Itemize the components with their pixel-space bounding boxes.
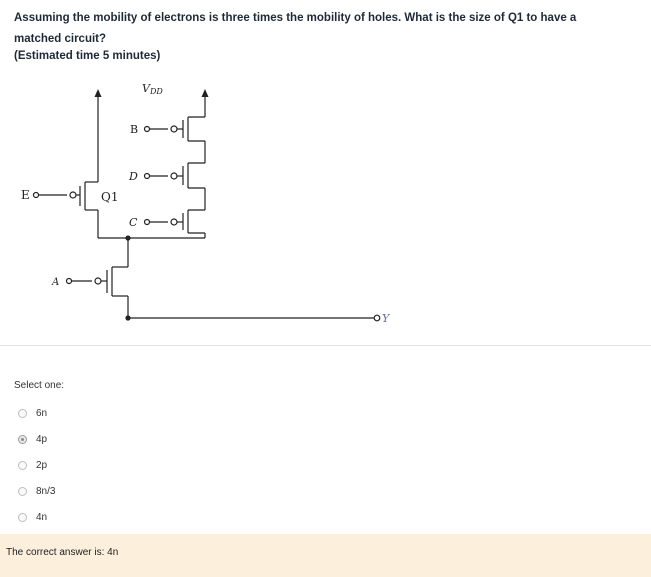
q1-label: Q1 <box>101 190 119 204</box>
radio-button-selected[interactable] <box>18 435 27 444</box>
question-line-2: matched circuit? <box>14 33 107 45</box>
option-label: 4p <box>36 433 48 445</box>
option-4n[interactable] <box>18 504 55 530</box>
option-label: 6n <box>36 407 48 419</box>
option-8n-3[interactable] <box>18 478 55 504</box>
option-4p[interactable] <box>18 426 55 452</box>
option-label: 8n/3 <box>36 485 56 497</box>
option-label: 4n <box>36 511 48 523</box>
select-one-prompt: Select one: <box>14 380 65 391</box>
circuit-diagram <box>0 70 651 340</box>
feedback-panel <box>0 534 651 577</box>
question-line-1: Assuming the mobility of electrons is three times the mobility of holes. What is the size of Q1 to have a <box>14 12 577 24</box>
radio-button[interactable] <box>18 487 27 496</box>
correct-answer-text: The correct answer is: 4n <box>6 547 119 558</box>
input-c-label: C <box>129 216 138 229</box>
junction-dot-2 <box>125 315 130 320</box>
vdd-arrow-right <box>202 89 209 97</box>
radio-button[interactable] <box>18 513 27 522</box>
vdd-arrow-left <box>95 89 102 97</box>
radio-button[interactable] <box>18 461 27 470</box>
radio-button[interactable] <box>18 409 27 418</box>
output-y-label: Y <box>382 312 390 325</box>
input-d-label: D <box>129 170 138 183</box>
vdd-label: VDD <box>142 82 163 96</box>
section-divider <box>0 345 651 346</box>
input-e-label: E <box>21 188 30 202</box>
input-b-label: B <box>130 123 139 136</box>
junction-dot-1 <box>125 235 130 240</box>
option-6n[interactable] <box>18 400 55 426</box>
option-label: 2p <box>36 459 48 471</box>
answer-options <box>18 400 55 530</box>
option-2p[interactable] <box>18 452 55 478</box>
estimated-time: (Estimated time 5 minutes) <box>14 50 161 62</box>
question-text <box>14 8 644 50</box>
input-a-label: A <box>52 277 60 288</box>
